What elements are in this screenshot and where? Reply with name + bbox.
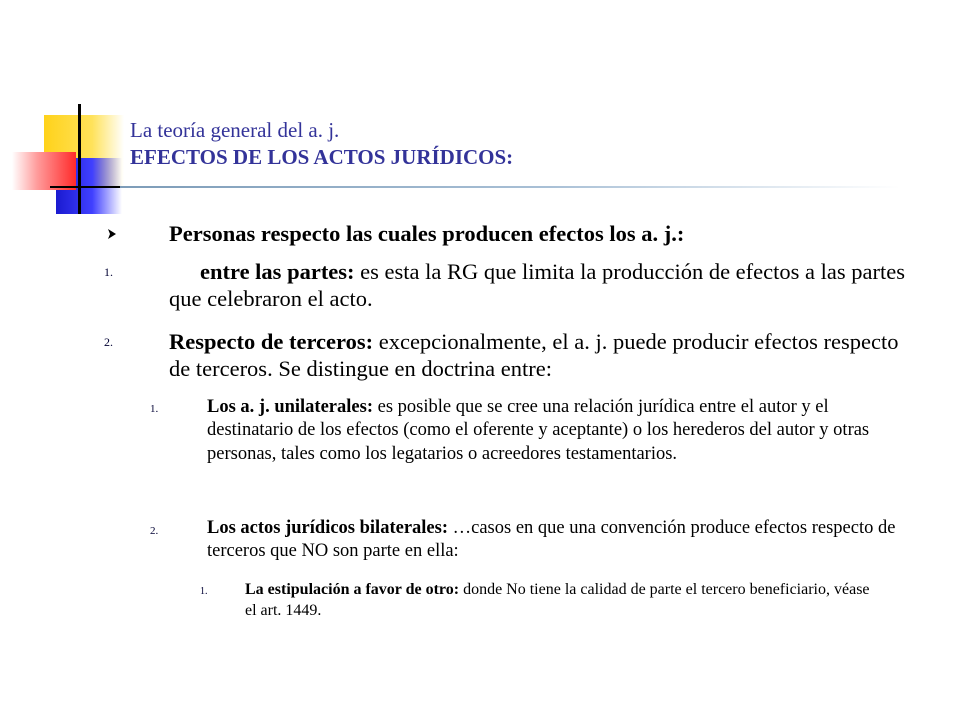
list-item-bold: entre las partes: xyxy=(200,259,355,284)
sub-sub-list-item-number: 1. xyxy=(200,586,208,597)
logo-vertical-line xyxy=(78,104,81,214)
list-item-bold: Respecto de terceros: xyxy=(169,329,374,354)
list-item-number: 1. xyxy=(104,265,113,279)
slide-title-line2: EFECTOS DE LOS ACTOS JURÍDICOS: xyxy=(130,145,514,169)
logo-red-block xyxy=(12,152,76,190)
sub-list-item-text xyxy=(207,396,902,466)
list-item-text xyxy=(169,328,909,382)
list-item-rest: es esta la RG que limita la producción de efectos a las partes que celebraron el acto. xyxy=(169,259,905,311)
sub-sub-list-item-bold: La estipulación a favor de otro: xyxy=(245,581,460,598)
sub-list-item-bold: Los actos jurídicos bilaterales: xyxy=(207,518,448,538)
sub-sub-list-item-rest: donde No tiene la calidad de parte el tercero beneficiario, véase el art. 1449. xyxy=(245,581,870,619)
title-divider xyxy=(120,186,900,188)
sub-list-item-number: 2. xyxy=(150,525,159,537)
sub-list-item-rest: es posible que se cree una relación jurídica entre el autor y el destinatario de los efectos (como el oferente y aceptante) o los herederos del autor y otras personas, tales como los legatarios o acreedores testamentarios. xyxy=(207,397,870,464)
slide-logo xyxy=(0,0,140,220)
list-item-number: 2. xyxy=(104,335,113,349)
sub-list-item-rest: …casos en que una convención produce efectos respecto de terceros que NO son parte en ella: xyxy=(207,518,896,562)
slide-title-line1: La teoría general del a. j. xyxy=(130,118,340,142)
sub-list-item-number: 1. xyxy=(150,403,159,415)
main-bullet-text: Personas respecto las cuales producen efectos los a. j.: xyxy=(169,221,685,246)
list-item-text xyxy=(169,258,909,312)
sub-list-item-bold: Los a. j. unilaterales: xyxy=(207,397,373,417)
sub-sub-list-item-text xyxy=(245,580,885,622)
list-item-rest: excepcionalmente, el a. j. puede producir efectos respecto de terceros. Se distingue en doctrina entre: xyxy=(169,329,899,381)
sub-list-item-text xyxy=(207,517,902,564)
arrow-bullet-icon xyxy=(107,229,117,239)
